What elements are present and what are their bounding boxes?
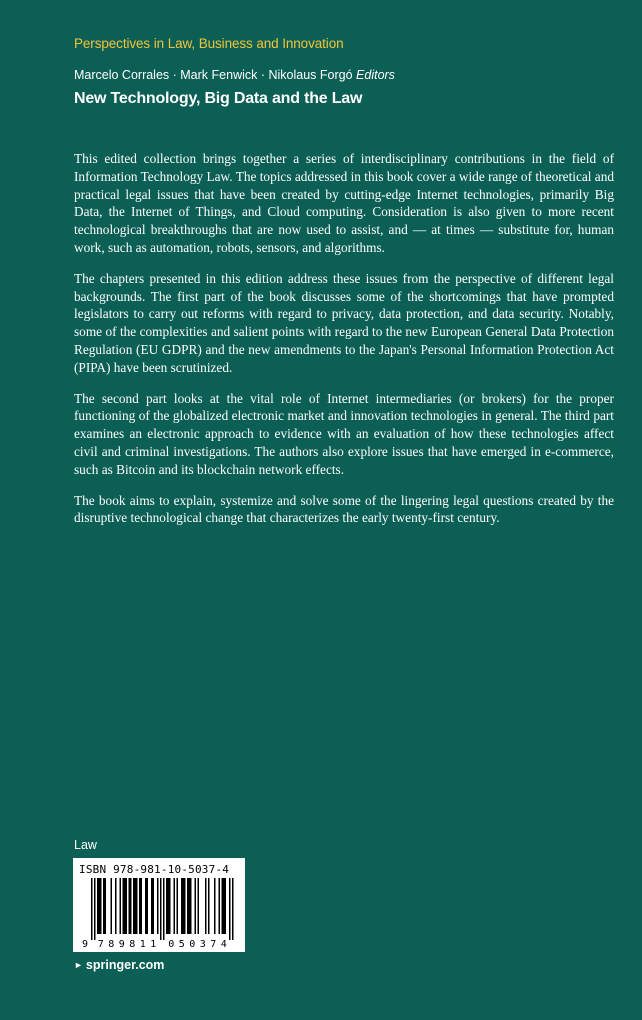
- barcode-bar: [97, 878, 99, 934]
- barcode-bar: [124, 878, 126, 934]
- barcode-bar: [183, 878, 185, 934]
- barcode-digit: 7: [97, 939, 104, 950]
- barcode-digit: 8: [129, 939, 136, 950]
- barcode-bar: [195, 878, 197, 934]
- publisher-url: springer.com: [85, 958, 165, 972]
- barcode-bar: [147, 878, 149, 934]
- barcode-bar: [214, 878, 216, 934]
- barcode-bar: [169, 878, 171, 934]
- barcode-bar: [208, 878, 210, 934]
- isbn-label: ISBN 978-981-10-5037-4: [79, 863, 230, 876]
- barcode-bar: [181, 878, 183, 934]
- barcode-bar: [219, 878, 221, 934]
- barcode-bar: [141, 878, 143, 934]
- barcode-bar: [166, 878, 168, 934]
- barcode-digit: 8: [108, 939, 115, 950]
- barcode-bar: [163, 878, 165, 940]
- publisher-link[interactable]: [74, 958, 164, 972]
- blurb-paragraph-4: The book aims to explain, systemize and solve some of the lingering legal questions created by the disruptive technological change that characterizes the early twenty-first century.: [74, 492, 614, 526]
- barcode-digit: 9: [118, 939, 125, 950]
- barcode-digit: 0: [168, 939, 175, 950]
- barcode-digit: 7: [210, 939, 217, 950]
- blurb-paragraph-2: The chapters presented in this edition address these issues from the perspective of different legal backgrounds. The first part of the book discusses some of the shortcomings that have prompted legislators to carry out reforms with regard to privacy, data protection, and data security. Notably, some of the complexities and salient points with regard to the new European General Data Protection Regulation (EU GDPR) and the new amendments to the Japan's Personal Information Protection Act (PIPA) have been scrutinized.: [74, 270, 614, 375]
- barcode-bar: [189, 878, 191, 934]
- barcode-bar: [123, 878, 125, 934]
- barcode-bar: [229, 878, 231, 940]
- isbn-barcode: [73, 858, 245, 952]
- barcode-bar: [94, 878, 96, 940]
- barcode-bar: [198, 878, 200, 934]
- barcode-bar: [136, 878, 138, 934]
- barcode-digit: 4: [220, 939, 227, 950]
- editors-role: Editors: [356, 68, 395, 82]
- barcode-bar: [103, 878, 105, 934]
- barcode-bar: [111, 878, 113, 934]
- barcode-bar: [225, 878, 227, 934]
- barcode-bar: [177, 878, 179, 934]
- barcode-bar: [130, 878, 132, 934]
- barcode-digit: 5: [178, 939, 185, 950]
- barcode-bar: [190, 878, 192, 934]
- editor-names: Marcelo Corrales · Mark Fenwick · Nikolaus Forgó: [74, 68, 353, 82]
- barcode-bar: [205, 878, 207, 934]
- barcode-bar: [115, 878, 117, 934]
- barcode-bar: [223, 878, 225, 934]
- barcode-digit: 1: [139, 939, 146, 950]
- barcode-bar: [184, 878, 186, 934]
- barcode-digit: 3: [199, 939, 206, 950]
- blurb-paragraph-1: This edited collection brings together a series of interdisciplinary contributions in the field of Information Technology Law. The topics addressed in this book cover a wide range of theoretical and practical legal issues that have been created by cutting-edge Internet technologies, primarily Big Data, the Internet of Things, and Cloud computing. Consideration is also given to more recent technological breakthroughs that are now used to assist, and — at times — substitute for, human work, such as automation, robots, sensors, and algorithms.: [74, 151, 614, 255]
- barcode-bar: [100, 878, 102, 934]
- barcode-bar: [160, 878, 162, 940]
- arrow-right-icon: ►: [74, 960, 83, 970]
- barcode-bar: [145, 878, 147, 934]
- barcode-bar: [222, 878, 224, 934]
- subject-category: Law: [74, 838, 97, 852]
- barcode-bar: [105, 878, 107, 934]
- barcode-graphic: [81, 878, 239, 950]
- barcode-digit: 1: [150, 939, 157, 950]
- barcode-bar: [174, 878, 176, 934]
- book-title: New Technology, Big Data and the Law: [74, 90, 363, 107]
- barcode-bar: [99, 878, 101, 934]
- series-title: Perspectives in Law, Business and Innovation: [74, 36, 344, 51]
- barcode-bar: [120, 878, 122, 934]
- barcode-bar: [153, 878, 155, 934]
- barcode-bar: [232, 878, 234, 940]
- barcode-bar: [151, 878, 153, 934]
- barcode-bar: [129, 878, 131, 934]
- barcode-bar: [126, 878, 128, 934]
- barcode-bar: [135, 878, 137, 934]
- barcode-bar: [187, 878, 189, 934]
- barcode-bar: [133, 878, 135, 934]
- barcode-bar: [91, 878, 93, 940]
- barcode-bar: [168, 878, 170, 934]
- blurb-paragraph-3: The second part looks at the vital role of Internet intermediaries (or brokers) for the proper functioning of the globalized electronic market and innovation technologies in general. The third part examines an electronic approach to evidence with an evaluation of how these technologies affect civil and criminal investigations. The authors also explore issues that have emerged in e-commerce, such as Bitcoin and its blockchain network effects.: [74, 390, 614, 477]
- barcode-digit: 0: [189, 939, 196, 950]
- barcode-digit: 9: [81, 939, 89, 950]
- back-cover-blurb: [74, 150, 614, 540]
- barcode-bar: [157, 878, 159, 934]
- editors-line: [74, 68, 395, 82]
- barcode-bar: [139, 878, 141, 934]
